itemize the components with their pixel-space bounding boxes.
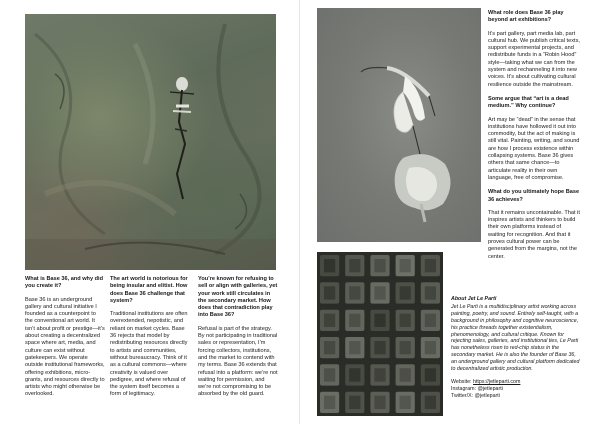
question-3: You’re known for refusing to sell or align with galleries, yet your work still circulates in the secondary market. How does that contradiction play into Base 36?: [198, 276, 278, 319]
interview-column-3: [198, 276, 278, 405]
artist-bio: [451, 296, 581, 400]
grid-square-inner: [349, 286, 360, 299]
answer-3: Refusal is part of the strategy. By not participating in traditional sales or representation, I’m forcing collectors, institutions, and the market to contend with my terms. Base 36 extends that refusal into a platform: we’re not waiting for permission, and we’re not compromising to be absorbed by the old guard.: [198, 325, 278, 398]
grid-square-inner: [400, 341, 411, 354]
interview-column-4: [488, 10, 580, 267]
grid-square-inner: [324, 259, 335, 272]
grid-square-inner: [324, 368, 335, 381]
grid-square-inner: [324, 314, 335, 327]
question-1: What is Base 36, and why did you create it?: [25, 276, 104, 290]
website-label: Website:: [451, 378, 472, 385]
grid-square-inner: [374, 286, 385, 299]
grid-square-inner: [374, 341, 385, 354]
interview-column-2: [110, 276, 190, 405]
bio-title: About Jet Le Parti: [451, 296, 497, 302]
question-2: The art world is notorious for being insular and elitist. How does Base 36 challenge that system?: [110, 276, 188, 304]
painting-grid-drawing: [317, 252, 443, 416]
twitter-handle[interactable]: Twitter/X: @jetleparti: [451, 392, 500, 399]
grid-square-inner: [400, 368, 411, 381]
answer-1: Base 36 is an underground gallery and cultural initiative I founded as a counterpoint to the conventional art world. It isn’t about profit or prestige—it’s about creating a decentralized space where art, media, and culture can exist without gatekeepers. We operate outside institutional frameworks, offering exhibitions, micro-grants, and resources directly to artists who might otherwise be overlooked.: [25, 296, 105, 398]
grid-square-inner: [349, 341, 360, 354]
interview-column-1: [25, 276, 105, 405]
answer-4: It’s part gallery, part media lab, part cultural hub. We publish critical texts, support experimental projects, and redistribute funds in a “Robin Hood” style—taking what we can from the system and rechanneling it into new voices. It’s about cultivating cultural resilience outside the mainstream.: [488, 30, 580, 88]
question-5: Some argue that “art is a dead medium.” Why continue?: [488, 95, 569, 110]
grid-square-inner: [425, 259, 436, 272]
question-4: What role does Base 36 play beyond art exhibitions?: [488, 10, 564, 24]
grid-square-inner: [324, 341, 335, 354]
grid-square-inner: [349, 368, 360, 381]
grid-square-inner: [349, 396, 360, 409]
grid-square-inner: [374, 259, 385, 272]
grid-square-inner: [324, 286, 335, 299]
website-link[interactable]: https://jetleparti.com: [473, 378, 521, 385]
grid-square-inner: [349, 314, 360, 327]
grid-square-inner: [349, 259, 360, 272]
painting-bird-drawing: [317, 8, 481, 242]
grid-square-inner: [324, 396, 335, 409]
painting-abstract-figure: [25, 14, 276, 270]
painting-white-bird: [317, 8, 481, 242]
answer-2: Traditional institutions are often overextended, nepotistic, and reliant on market cycles. Base 36 rejects that model by redistributing resources directly to artists and communities, without bureaucracy. Think of it as a cultural commons—where creativity is valued over pedigree, and where refusal of the system itself becomes a form of legitimacy.: [110, 311, 188, 398]
painting-grid-squares: [317, 252, 443, 416]
answer-6: That it remains uncontainable. That it inspires artists and thinkers to build their own platforms instead of waiting for recognition. And that it proves cultural power can be generated from the margins, not the center.: [488, 209, 580, 260]
grid-square-inner: [400, 314, 411, 327]
grid-square-inner: [425, 341, 436, 354]
answer-5: Art may be “dead” in the sense that institutions have hollowed it out into commodity, but the act of making is still vital. Painting, writing, and sound are how I process existence within collapsing systems. Base 36 gives others that same chance—to articulate reality in their own language, free of compromise.: [488, 116, 580, 181]
grid-square-inner: [374, 368, 385, 381]
grid-square-inner: [400, 286, 411, 299]
grid-square-inner: [400, 396, 411, 409]
grid-square-inner: [425, 286, 436, 299]
grid-square-inner: [400, 259, 411, 272]
bio-text: Jet Le Parti is a multidisciplinary artist working across painting, poetry, and sound. Entirely self-taught, with a background in philosophy and cognitive neuroscience, his practice threads together existentialism, phenomenology, and cultural critique. Known for rejecting sales, galleries, and institutional ties, Le Parti has nonetheless risen to red-chip status in the secondary market. He is also the founder of Base 36, an underground gallery and cultural platform dedicated to decentralized artistic production.: [451, 303, 580, 373]
grid-square-inner: [425, 396, 436, 409]
question-6: What do you ultimately hope Base 36 achieves?: [488, 189, 580, 203]
grid-square-inner: [374, 314, 385, 327]
grid-square-inner: [425, 314, 436, 327]
website-line: [451, 379, 581, 386]
grid-square-inner: [425, 368, 436, 381]
instagram-handle[interactable]: Instagram: @jetleparti: [451, 385, 503, 392]
painting-figure-drawing: [25, 14, 276, 270]
grid-square-inner: [374, 396, 385, 409]
